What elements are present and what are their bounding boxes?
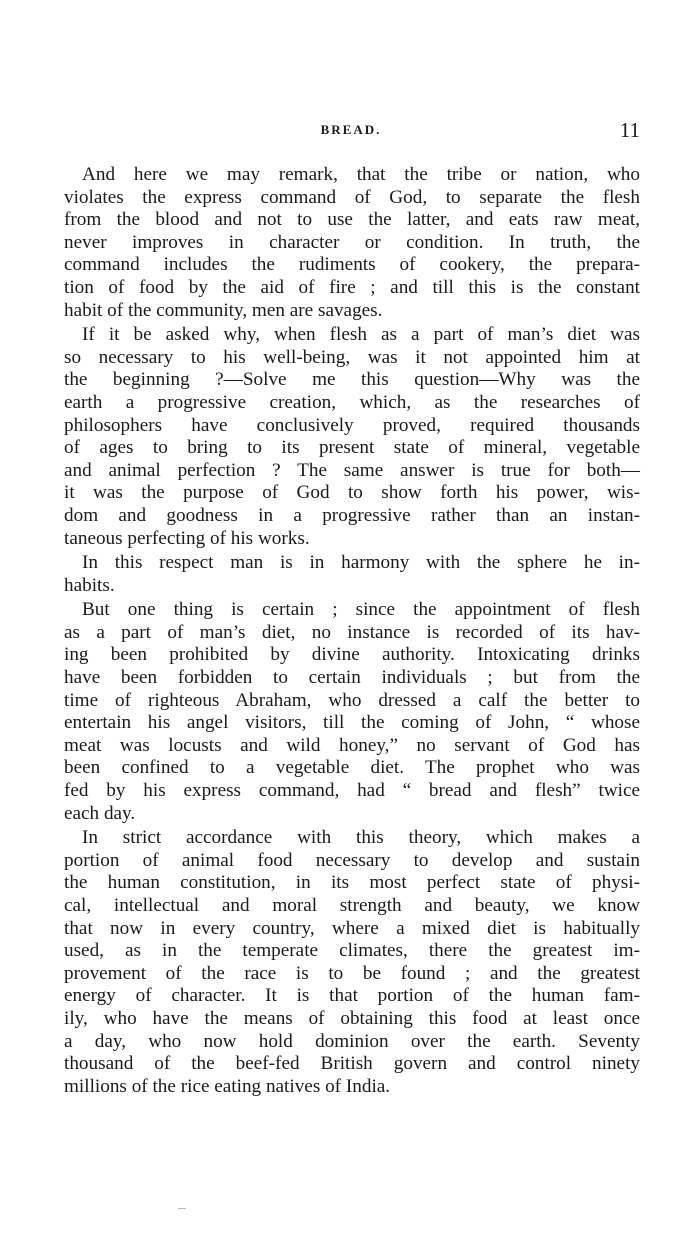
running-head: BREAD. xyxy=(320,122,382,137)
text-line: of ages to bring to its present state of mineral, vegetable xyxy=(64,437,640,459)
text-line: violates the express command of God, to separate the flesh xyxy=(64,186,640,208)
text-line: have been forbidden to certain individuals ; but from the xyxy=(64,667,640,689)
page-header xyxy=(62,118,640,152)
paragraph xyxy=(64,827,640,1098)
text-line: so necessary to his well-being, was it not appointed him at xyxy=(64,346,640,368)
text-line: time of righteous Abraham, who dressed a calf the better to xyxy=(64,689,640,711)
paragraph xyxy=(64,552,640,597)
text-line: taneous perfecting of his works. xyxy=(64,527,310,549)
text-line: fed by his express command, had “ bread and flesh” twice xyxy=(64,780,640,802)
text-line: philosophers have conclusively proved, required thousands xyxy=(64,414,640,436)
text-line: dom and goodness in a progressive rather than an instan- xyxy=(64,504,640,526)
text-line: provement of the race is to be found ; and the greatest xyxy=(64,962,640,984)
text-line: ing been prohibited by divine authority. Intoxicating drinks xyxy=(64,644,640,666)
text-line: as a part of man’s diet, no instance is recorded of its hav- xyxy=(64,621,640,643)
text-line: In this respect man is in harmony with the sphere he in- xyxy=(82,552,640,574)
text-line: If it be asked why, when flesh as a part of man’s diet was xyxy=(82,324,640,346)
paragraph xyxy=(64,164,640,322)
text-line: habit of the community, men are savages. xyxy=(64,299,383,321)
text-line: ily, who have the means of obtaining this food at least once xyxy=(64,1007,640,1029)
text-line: cal, intellectual and moral strength and beauty, we know xyxy=(64,895,640,916)
text-line: portion of animal food necessary to develop and sustain xyxy=(64,849,640,871)
text-line: the beginning ?—Solve me this question—Why was the xyxy=(64,369,640,391)
text-line: that now in every country, where a mixed diet is habitually xyxy=(64,917,640,939)
text-line: earth a progressive creation, which, as the researches of xyxy=(64,391,640,413)
page-number: 11 xyxy=(619,118,640,142)
text-line: tion of food by the aid of fire ; and till this is the constant xyxy=(64,276,640,298)
text-line: thousand of the beef-fed British govern and control ninety xyxy=(64,1053,640,1075)
text-line: And here we may remark, that the tribe or nation, who xyxy=(82,164,640,185)
text-line: and animal perfection ? The same answer is true for both— xyxy=(64,459,640,481)
paragraph xyxy=(64,324,640,550)
text-line: been confined to a vegetable diet. The prophet who was xyxy=(64,757,640,779)
text-line: habits. xyxy=(64,574,115,596)
text-line: it was the purpose of God to show forth his power, wis- xyxy=(64,482,640,504)
text-line: the human constitution, in its most perfect state of physi- xyxy=(64,872,640,894)
text-line: entertain his angel visitors, till the coming of John, “ whose xyxy=(64,712,640,734)
text-line: never improves in character or condition. In truth, the xyxy=(64,231,640,253)
body-text xyxy=(64,164,640,1100)
page-footer-mark xyxy=(178,1208,186,1209)
text-line: meat was locusts and wild honey,” no servant of God has xyxy=(64,734,640,756)
text-line: But one thing is certain ; since the appointment of flesh xyxy=(82,599,640,621)
paragraph xyxy=(64,599,640,825)
text-line: each day. xyxy=(64,802,136,824)
text-line: millions of the rice eating natives of India. xyxy=(64,1075,391,1097)
text-line: energy of character. It is that portion of the human fam- xyxy=(64,985,640,1007)
text-line: command includes the rudiments of cookery, the prepara- xyxy=(64,254,640,276)
text-line: In strict accordance with this theory, which makes a xyxy=(82,827,640,849)
text-line: from the blood and not to use the latter, and eats raw meat, xyxy=(64,209,640,231)
text-line: a day, who now hold dominion over the earth. Seventy xyxy=(64,1030,640,1052)
text-line: used, as in the temperate climates, there the greatest im- xyxy=(64,940,640,962)
